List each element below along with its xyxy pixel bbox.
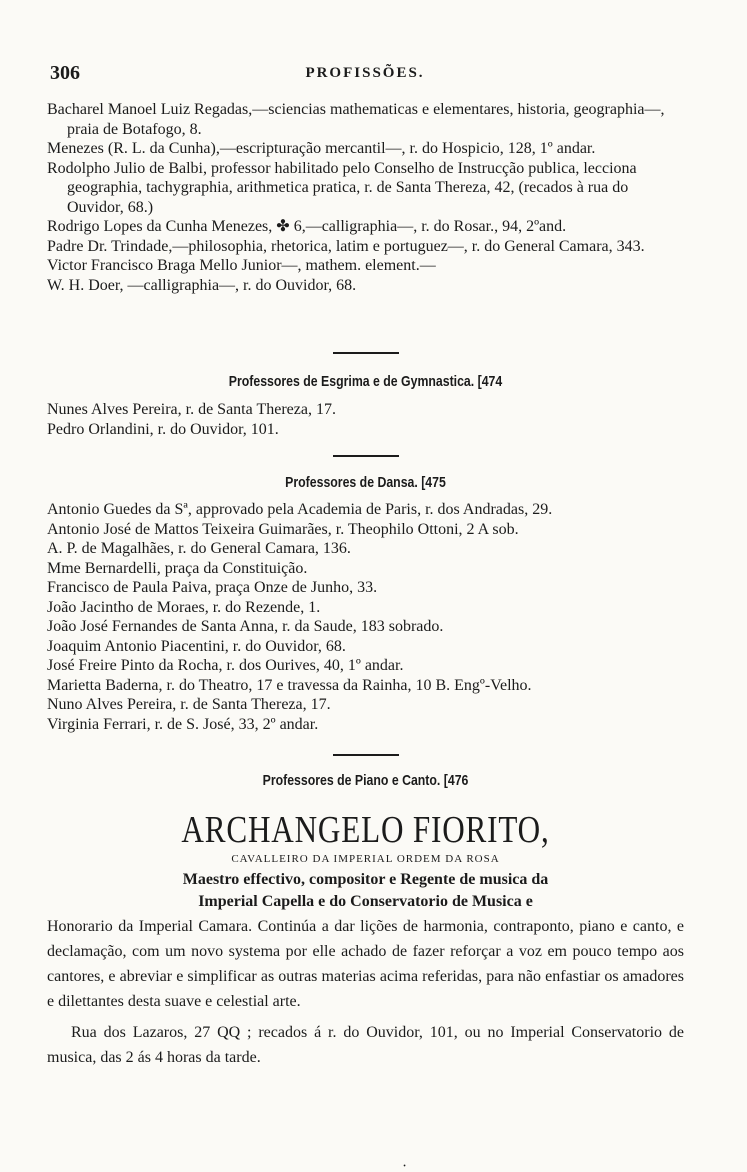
list-item: Antonio Guedes da Sª, approvado pela Academia de Paris, r. dos Andradas, 29. [47,501,553,518]
list-item: Francisco de Paula Paiva, praça Onze de Junho, 33. [47,579,378,596]
advertisement-paragraph: Honorario da Imperial Camara. Continúa a dar lições de harmonia, contraponto, piano e canto, e declamação, com um novo systema por elle achado de fazer reforçar a voz em pouco tempo aos cantores, e abreviar e simplificar as outras materias acima referidas, para não enfastiar os amadores e dilettantes desta suave e celestial arte. [47,918,684,1010]
list-item: Joaquim Antonio Piacentini, r. do Ouvidor, 68. [47,637,346,655]
list-item: João Jacintho de Moraes, r. do Rezende, 1. [47,598,321,616]
advertisement-body [47,914,684,1070]
list-item: A. P. de Magalhães, r. do General Camara, 136. [47,540,351,557]
page-header [50,62,680,90]
list-item: Bacharel Manoel Luiz Regadas,—sciencias mathematicas e elementares, historia, geographia—, praia de Botafogo, 8. [47,101,665,138]
advertisement-bold-line: Maestro effectivo, compositor e Regente de musica da [182,871,549,888]
divider-rule [333,754,399,756]
list-item: Rodolpho Julio de Balbi, professor habilitado pelo Conselho de Instrucção publica, lecciona geographia, tachygraphia, arithmetica pratica, r. de Santa Thereza, 42, (recados à rua do Ouvidor, 68.) [47,159,637,216]
footer-mark: ꞏ [403,1161,407,1172]
list-item: Menezes (R. L. da Cunha),—escripturação mercantil—, r. do Hospicio, 128, 1º andar. [47,140,596,157]
section-dance-teachers [47,500,684,734]
list-item: Nuno Alves Pereira, r. de Santa Thereza, 17. [47,696,331,713]
list-item: Pedro Orlandini, r. do Ouvidor, 101. [47,420,279,438]
list-item: João José Fernandes de Santa Anna, r. da Saude, 183 sobrado. [47,618,444,635]
list-item: Nunes Alves Pereira, r. de Santa Thereza, 17. [47,401,336,418]
list-item: Mme Bernardelli, praça da Constituição. [47,559,308,577]
list-item: Antonio José de Mattos Teixeira Guimarães, r. Theophilo Ottoni, 2 A sob. [47,520,519,538]
advertisement-bold-line: Imperial Capella e do Conservatorio de Musica e [198,893,533,910]
divider-rule [333,455,399,457]
list-item: Victor Francisco Braga Mello Junior—, mathem. element.— [47,257,436,274]
list-item: Rodrigo Lopes da Cunha Menezes, ✤ 6,—calligraphia—, r. do Rosar., 94, 2ºand. [47,218,567,235]
section-title-fencing: Professores de Esgrima e de Gymnastica. [474 [228,373,503,390]
section-misc-teachers [47,100,684,295]
section-fencing-teachers [47,400,684,439]
running-title: PROFISSÕES. [305,65,425,81]
advertisement-name: ARCHANGELO FIORITO, [181,809,550,851]
divider-rule [333,352,399,354]
list-item: Padre Dr. Trindade,—philosophia, rhetorica, latim e portuguez—, r. do General Camara, 343. [47,237,645,255]
list-item: José Freire Pinto da Rocha, r. dos Ourives, 40, 1º andar. [47,657,404,674]
list-item: Marietta Baderna, r. do Theatro, 17 e travessa da Rainha, 10 B. Engº-Velho. [47,676,532,694]
list-item: Virginia Ferrari, r. de S. José, 33, 2º andar. [47,715,319,733]
section-title-dance: Professores de Dansa. [475 [285,474,446,491]
advertisement-subtitle: CAVALLEIRO DA IMPERIAL ORDEM DA ROSA [231,853,500,865]
section-title-piano: Professores de Piano e Canto. [476 [262,772,469,789]
list-item: W. H. Doer, —calligraphia—, r. do Ouvidor, 68. [47,276,357,294]
advertisement-paragraph: Rua dos Lazaros, 27 QQ ; recados á r. do Ouvidor, 101, ou no Imperial Conservatorio de musica, das 2 ás 4 horas da tarde. [47,1024,684,1066]
page-number: 306 [50,62,80,84]
